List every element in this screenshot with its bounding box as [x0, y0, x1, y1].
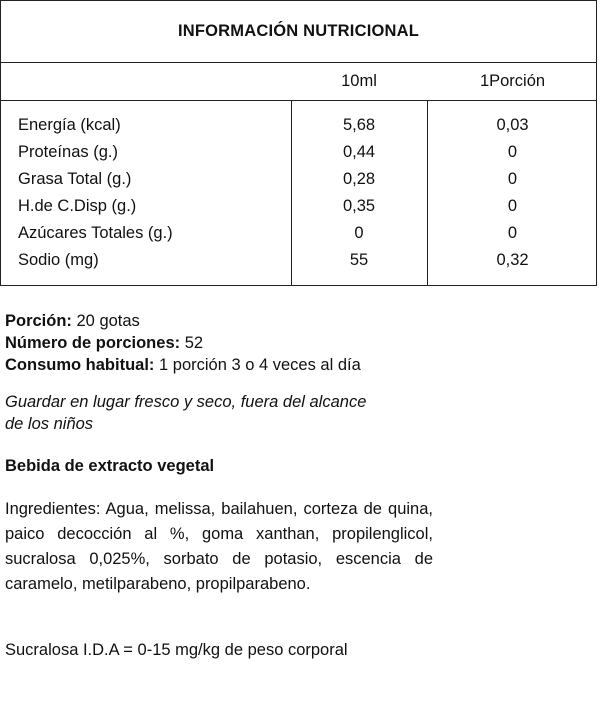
value-portion: 0 — [507, 197, 518, 215]
nutrient-name: Grasa Total (g.) — [18, 170, 132, 188]
column-header-portion: 1Porción — [479, 72, 546, 90]
usage-value: 1 porción 3 o 4 veces al día — [154, 356, 361, 374]
nutrition-table-header — [1, 62, 596, 101]
value-10ml: 0,28 — [342, 170, 376, 188]
usage-label: Consumo habitual: — [5, 356, 155, 374]
nutrient-name: Proteínas (g.) — [18, 143, 118, 161]
ingredients-text: Ingredientes: Agua, melissa, bailahuen, corteza de quina, paico decocción al %, goma xanthan, propilenglicol, sucralosa 0,025%, sorbato de potasio, escencia de caramelo, metilparabeno, propilparabeno. — [5, 500, 433, 593]
product-name: Bebida de extracto vegetal — [5, 457, 215, 475]
nutrient-name: Energía (kcal) — [18, 116, 121, 134]
value-portion: 0,03 — [496, 116, 529, 134]
value-10ml: 0,44 — [342, 143, 376, 161]
table-row — [1, 247, 596, 274]
serving-size-line — [5, 310, 140, 332]
value-10ml: 0 — [354, 224, 364, 242]
storage-note: Guardar en lugar fresco y seco, fuera del alcance de los niños — [5, 393, 367, 433]
ida-note: Sucralosa I.D.A = 0-15 mg/kg de peso corporal — [5, 641, 348, 659]
nutrient-name: Sodio (mg) — [18, 251, 99, 269]
table-row — [1, 139, 596, 166]
value-portion: 0 — [507, 143, 518, 161]
column-header-10ml: 10ml — [341, 72, 377, 90]
servings-count-line — [5, 332, 203, 354]
usage-line — [5, 354, 361, 376]
nutrition-table-title: INFORMACIÓN NUTRICIONAL — [1, 1, 596, 63]
serving-size-value: 20 gotas — [71, 312, 140, 330]
table-row — [1, 166, 596, 193]
nutrition-table — [0, 0, 597, 286]
table-row — [1, 112, 596, 139]
servings-count-value: 52 — [180, 334, 204, 352]
nutrient-name: H.de C.Disp (g.) — [18, 197, 137, 215]
value-10ml: 5,68 — [342, 116, 376, 134]
servings-count-label: Número de porciones: — [5, 334, 181, 352]
table-row — [1, 193, 596, 220]
value-10ml: 55 — [349, 251, 369, 269]
nutrient-name: Azúcares Totales (g.) — [18, 224, 173, 242]
table-row — [1, 220, 596, 247]
value-portion: 0,32 — [496, 251, 529, 269]
nutrition-table-body — [1, 100, 596, 285]
value-portion: 0 — [507, 224, 518, 242]
serving-size-label: Porción: — [5, 312, 72, 330]
value-10ml: 0,35 — [342, 197, 376, 215]
value-portion: 0 — [507, 170, 518, 188]
